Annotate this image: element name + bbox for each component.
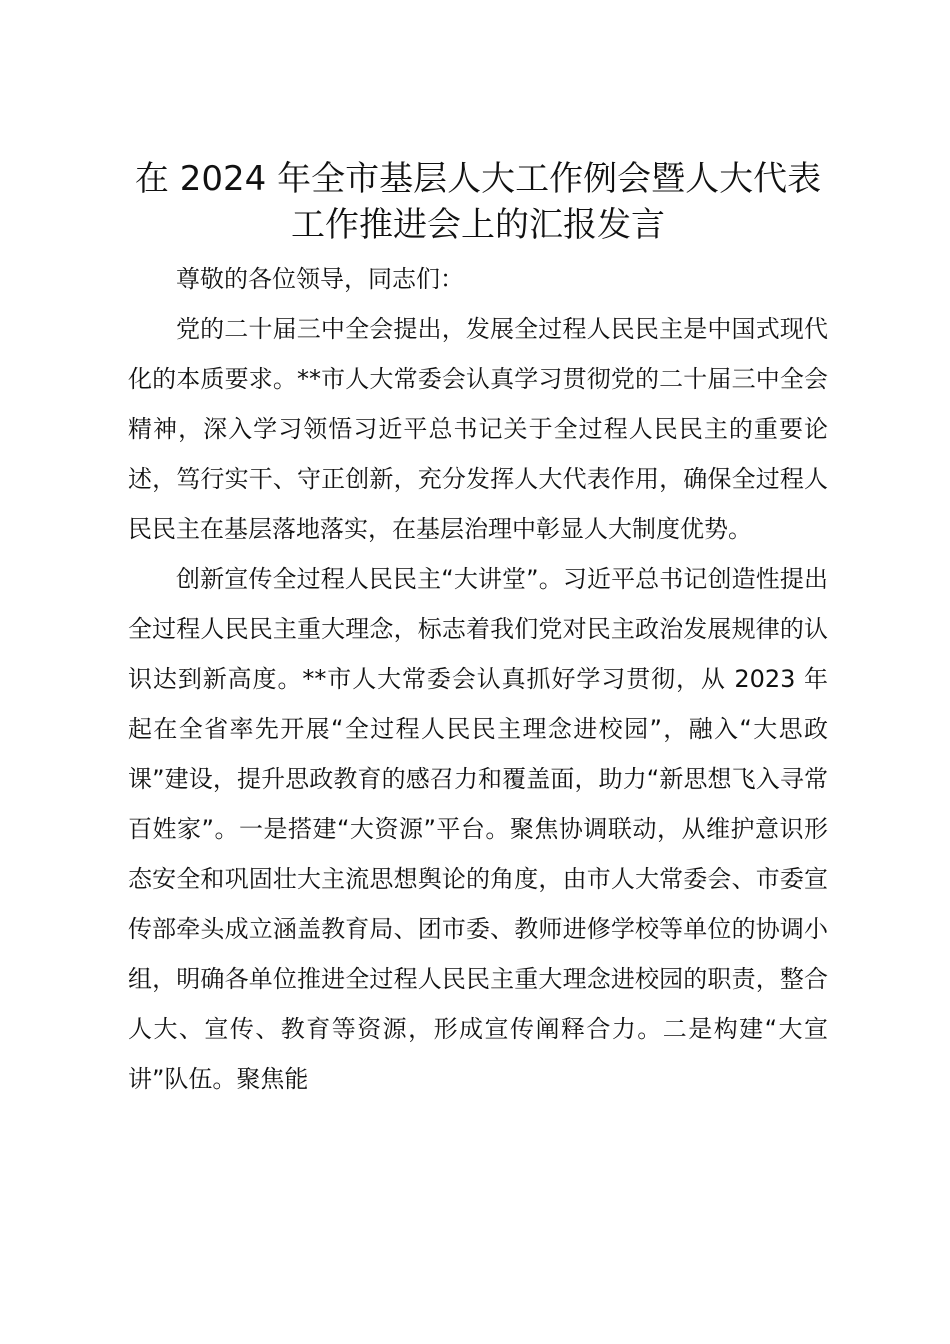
- greeting-line: 尊敬的各位领导，同志们：: [176, 265, 464, 293]
- title-line-2: 工作推进会上的汇报发言: [291, 205, 665, 245]
- document-body: [128, 156, 828, 1104]
- document-title: [128, 156, 828, 248]
- paragraph-intro: 党的二十届三中全会提出，发展全过程人民民主是中国式现代化的本质要求。**市人大常委会认真学习贯彻党的二十届三中全会精神，深入学习领悟习近平总书记关于全过程人民民主的重要论述，笃行实干、守正创新，充分发挥人大代表作用，确保全过程人民民主在基层落地落实，在基层治理中彰显人大制度优势。: [128, 315, 828, 543]
- paragraph-lecture-hall: 创新宣传全过程人民民主“大讲堂”。习近平总书记创造性提出全过程人民民主重大理念，标志着我们党对民主政治发展规律的认识达到新高度。**市人大常委会认真抓好学习贯彻，从 2023 年起在全省率先开展“全过程人民民主理念进校园”，融入“大思政课”建设，提升思政教育的感召力和覆盖面，助力“新思想飞入寻常百姓家”。一是搭建“大资源”平台。聚焦协调联动，从维护意识形态安全和巩固壮大主流思想舆论的角度，由市人大常委会、市委宣传部牵头成立涵盖教育局、团市委、教师进修学校等单位的协调小组，明确各单位推进全过程人民民主重大理念进校园的职责，整合人大、宣传、教育等资源，形成宣传阐释合力。二是构建“大宣讲”队伍。聚焦能: [128, 565, 828, 1093]
- title-line-1: 在 2024 年全市基层人大工作例会暨人大代表: [134, 159, 822, 199]
